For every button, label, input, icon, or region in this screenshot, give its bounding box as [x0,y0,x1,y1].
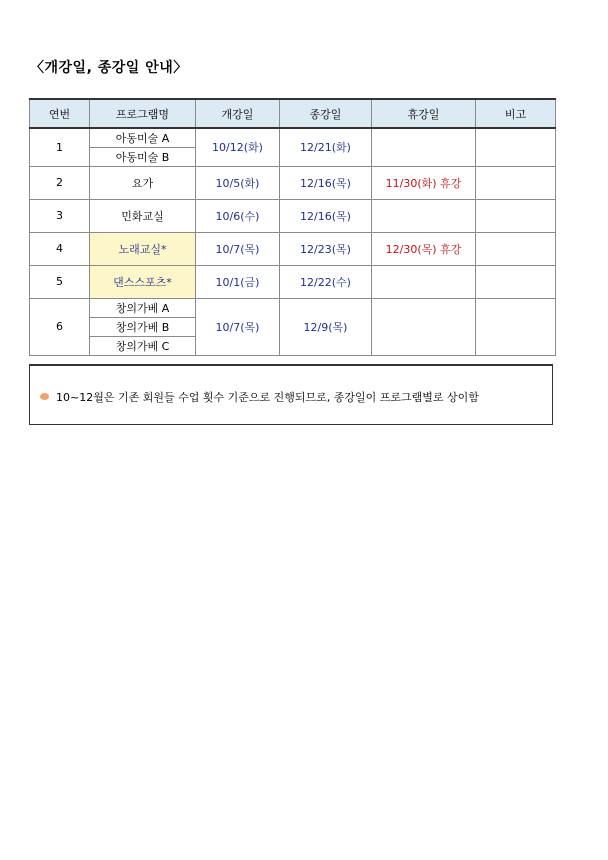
rest-date: 12/30(목) 휴강 [372,232,476,265]
header-cell: 개강일 [196,99,280,128]
row-number: 6 [30,298,90,355]
footnote-text: 10~12월은 기존 회원들 수업 횟수 기준으로 진행되므로, 종강일이 프로그램별로 상이함 [56,391,479,404]
row-number: 5 [30,265,90,298]
table-row [30,199,556,232]
program-name: 창의가베 C [90,336,196,355]
note-cell [476,128,556,166]
table-row [30,166,556,199]
note-cell [476,232,556,265]
note-cell [476,166,556,199]
program-name: 아동미술 A [90,128,196,147]
program-name: 요가 [90,166,196,199]
table-row [30,298,556,317]
program-name: 댄스스포츠* [90,265,196,298]
header-cell: 종강일 [280,99,372,128]
table-row [30,265,556,298]
end-date: 12/22(수) [280,265,372,298]
rest-date [372,298,476,355]
rest-date [372,128,476,166]
page-title: 〈개강일, 종강일 안내〉 [30,60,188,76]
end-date: 12/9(목) [280,298,372,355]
rest-date: 11/30(화) 휴강 [372,166,476,199]
note-cell [476,298,556,355]
table-row [30,232,556,265]
header-cell: 연번 [30,99,90,128]
rest-date [372,199,476,232]
table-header-row [30,99,556,128]
schedule-table [29,98,556,356]
program-name: 민화교실 [90,199,196,232]
start-date: 10/12(화) [196,128,280,166]
program-name: 창의가베 A [90,298,196,317]
start-date: 10/5(화) [196,166,280,199]
program-name: 아동미술 B [90,147,196,166]
end-date: 12/16(목) [280,199,372,232]
start-date: 10/7(목) [196,298,280,355]
footnote-box [29,364,553,425]
start-date: 10/6(수) [196,199,280,232]
row-number: 4 [30,232,90,265]
end-date: 12/16(목) [280,166,372,199]
note-cell [476,265,556,298]
header-cell: 프로그램명 [90,99,196,128]
header-cell: 비고 [476,99,556,128]
row-number: 2 [30,166,90,199]
table-row [30,128,556,147]
rest-date [372,265,476,298]
end-date: 12/23(목) [280,232,372,265]
note-cell [476,199,556,232]
end-date: 12/21(화) [280,128,372,166]
start-date: 10/7(목) [196,232,280,265]
start-date: 10/1(금) [196,265,280,298]
row-number: 1 [30,128,90,166]
bullet-icon [40,393,49,400]
program-name: 창의가베 B [90,317,196,336]
row-number: 3 [30,199,90,232]
program-name: 노래교실* [90,232,196,265]
header-cell: 휴강일 [372,99,476,128]
